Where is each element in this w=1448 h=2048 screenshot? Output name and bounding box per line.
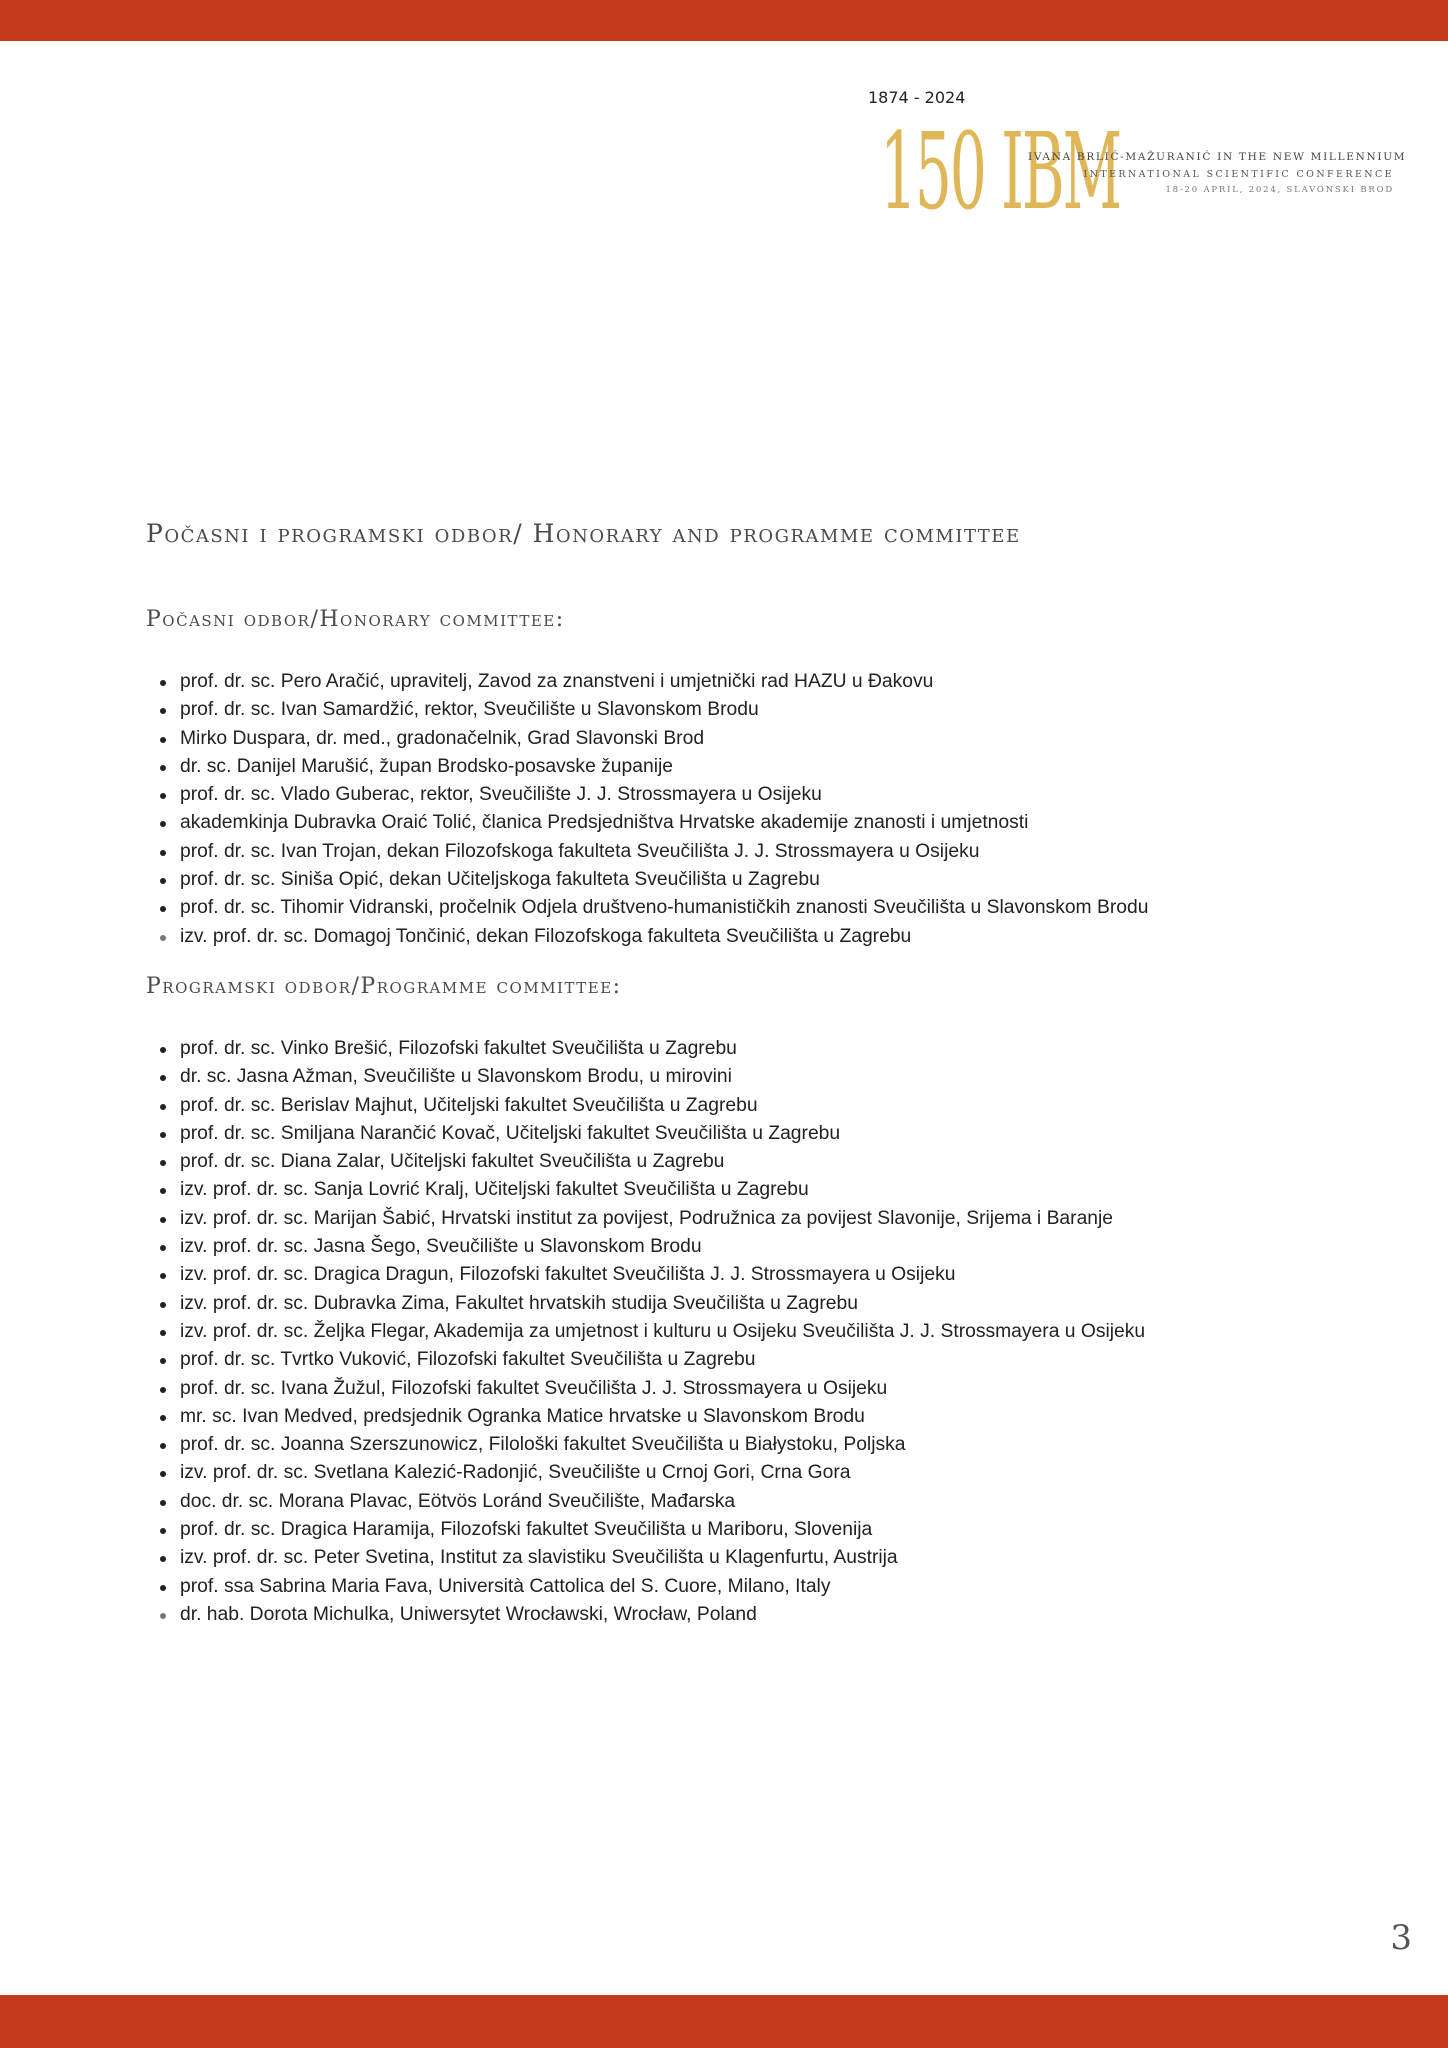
list-item: prof. ssa Sabrina Maria Fava, Università Cattolica del S. Cuore, Milano, Italy [146,1573,1326,1601]
list-item: dr. sc. Danijel Marušić, župan Brodsko-posavske županije [146,753,1326,781]
list-item: prof. dr. sc. Pero Aračić, upravitelj, Zavod za znanstveni i umjetnički rad HAZU u Đakovu [146,668,1326,696]
list-item: izv. prof. dr. sc. Marijan Šabić, Hrvatski institut za povijest, Podružnica za povijest Slavonije, Srijema i Baranje [146,1205,1326,1233]
list-item: dr. sc. Jasna Ažman, Sveučilište u Slavonskom Brodu, u mirovini [146,1063,1326,1091]
list-item: akademkinja Dubravka Oraić Tolić, članica Predsjedništva Hrvatske akademije znanosti i umjetnosti [146,809,1326,837]
list-item: prof. dr. sc. Berislav Majhut, Učiteljski fakultet Sveučilišta u Zagrebu [146,1092,1326,1120]
list-item: izv. prof. dr. sc. Svetlana Kalezić-Radonjić, Sveučilište u Crnoj Gori, Crna Gora [146,1459,1326,1487]
list-item: prof. dr. sc. Vlado Guberac, rektor, Sveučilište J. J. Strossmayera u Osijeku [146,781,1326,809]
list-item: prof. dr. sc. Dragica Haramija, Filozofski fakultet Sveučilišta u Mariboru, Slovenija [146,1516,1326,1544]
page-title: Počasni i programski odbor/ Honorary and programme committee [146,519,1021,548]
logo-subtitle: INTERNATIONAL SCIENTIFIC CONFERENCE [1083,169,1394,180]
list-item: prof. dr. sc. Tvrtko Vuković, Filozofski fakultet Sveučilišta u Zagrebu [146,1346,1326,1374]
programme-committee-list [146,1035,1326,1629]
list-item: prof. dr. sc. Diana Zalar, Učiteljski fakultet Sveučilišta u Zagrebu [146,1148,1326,1176]
logo-mark: 150 IBM [880,110,1120,233]
page-number: 3 [1390,1918,1412,1958]
list-item: izv. prof. dr. sc. Željka Flegar, Akademija za umjetnost i kulturu u Osijeku Sveučilišta J. J. Strossmayera u Osijeku [146,1318,1326,1346]
list-item: izv. prof. dr. sc. Jasna Šego, Sveučilište u Slavonskom Brodu [146,1233,1326,1261]
list-item: prof. dr. sc. Tihomir Vidranski, pročelnik Odjela društveno-humanističkih znanosti Sveučilišta u Slavonskom Brodu [146,894,1326,922]
honorary-committee-heading: Počasni odbor/Honorary committee: [146,607,565,632]
list-item: izv. prof. dr. sc. Dubravka Zima, Fakultet hrvatskih studija Sveučilišta u Zagrebu [146,1290,1326,1318]
list-item: prof. dr. sc. Vinko Brešić, Filozofski fakultet Sveučilišta u Zagrebu [146,1035,1326,1063]
list-item: prof. dr. sc. Ivan Trojan, dekan Filozofskoga fakulteta Sveučilišta J. J. Strossmayera u Osijeku [146,838,1326,866]
logo-date-place: 18-20 APRIL, 2024, SLAVONSKI BROD [1165,185,1394,195]
list-item: prof. dr. sc. Siniša Opić, dekan Učiteljskoga fakulteta Sveučilišta u Zagrebu [146,866,1326,894]
list-item: Mirko Duspara, dr. med., gradonačelnik, Grad Slavonski Brod [146,725,1326,753]
list-item: prof. dr. sc. Smiljana Narančić Kovač, Učiteljski fakultet Sveučilišta u Zagrebu [146,1120,1326,1148]
list-item: dr. hab. Dorota Michulka, Uniwersytet Wrocławski, Wrocław, Poland [146,1601,1326,1629]
list-item: izv. prof. dr. sc. Peter Svetina, Institut za slavistiku Sveučilišta u Klagenfurtu, Austrija [146,1544,1326,1572]
list-item: prof. dr. sc. Joanna Szerszunowicz, Filološki fakultet Sveučilišta u Białystoku, Poljska [146,1431,1326,1459]
logo-years: 1874 - 2024 [868,88,966,107]
list-item: izv. prof. dr. sc. Domagoj Tončinić, dekan Filozofskoga fakulteta Sveučilišta u Zagrebu [146,923,1326,951]
bottom-accent-bar [0,1995,1448,2048]
list-item: prof. dr. sc. Ivan Samardžić, rektor, Sveučilište u Slavonskom Brodu [146,696,1326,724]
list-item: doc. dr. sc. Morana Plavac, Eötvös Loránd Sveučilište, Mađarska [146,1488,1326,1516]
programme-committee-heading: Programski odbor/Programme committee: [146,974,622,999]
logo-title: IVANA BRLIĆ-MAŽURANIĆ IN THE NEW MILLENNIUM [1028,151,1407,163]
list-item: prof. dr. sc. Ivana Žužul, Filozofski fakultet Sveučilišta J. J. Strossmayera u Osijeku [146,1375,1326,1403]
list-item: izv. prof. dr. sc. Dragica Dragun, Filozofski fakultet Sveučilišta J. J. Strossmayera u Osijeku [146,1261,1326,1289]
list-item: izv. prof. dr. sc. Sanja Lovrić Kralj, Učiteljski fakultet Sveučilišta u Zagrebu [146,1176,1326,1204]
list-item: mr. sc. Ivan Medved, predsjednik Ogranka Matice hrvatske u Slavonskom Brodu [146,1403,1326,1431]
logo-text [1028,149,1407,198]
top-accent-bar [0,0,1448,41]
honorary-committee-list [146,668,1326,951]
